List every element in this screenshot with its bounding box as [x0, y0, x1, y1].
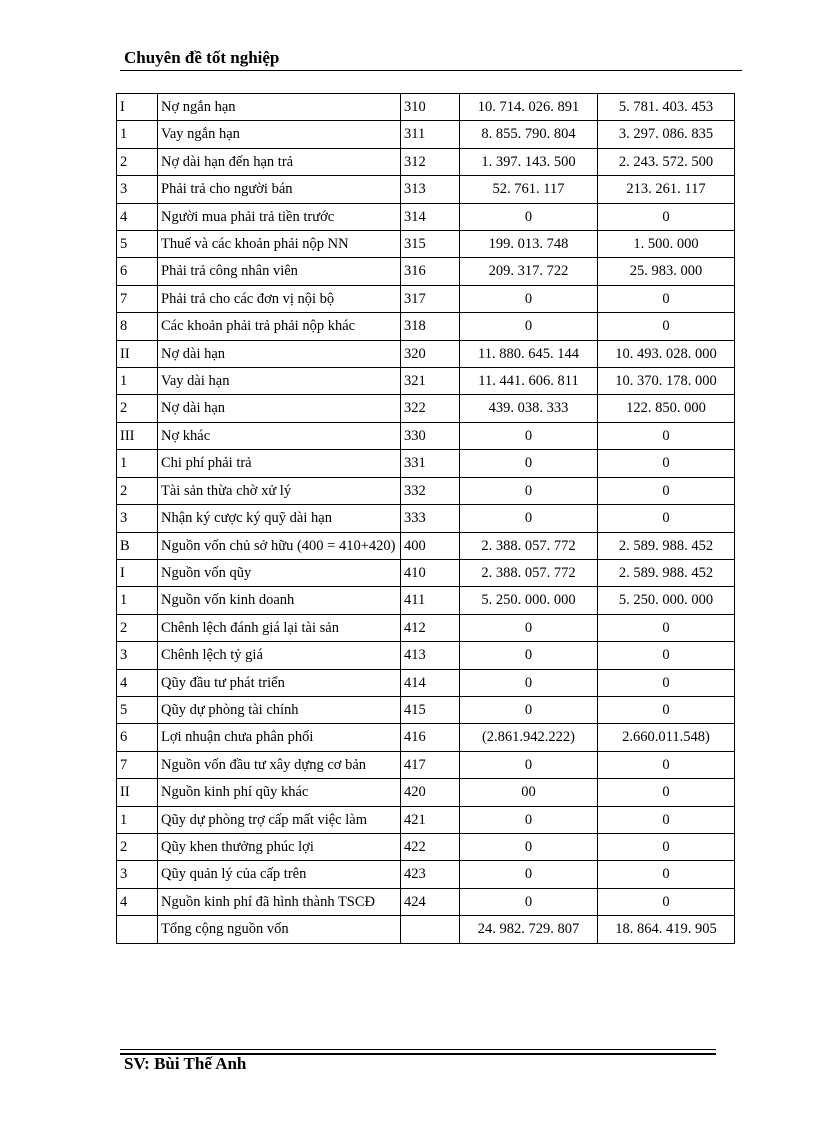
table-row [117, 368, 735, 395]
table-row [117, 587, 735, 614]
table-row [117, 450, 735, 477]
row-label-cell: Nguồn vốn qũy [158, 559, 401, 586]
row-label-cell: Người mua phải trả tiền trước [158, 203, 401, 230]
row-index-cell: 1 [117, 121, 158, 148]
row-value-start-cell: 0 [598, 696, 735, 723]
row-value-end-cell: 0 [460, 833, 598, 860]
row-index-cell: 3 [117, 505, 158, 532]
row-code-cell: 424 [401, 888, 460, 915]
row-code-cell: 331 [401, 450, 460, 477]
footer-rule [120, 1049, 716, 1050]
row-value-end-cell: 0 [460, 696, 598, 723]
row-label-cell: Qũy đầu tư phát triển [158, 669, 401, 696]
row-value-end-cell: (2.861.942.222) [460, 724, 598, 751]
row-code-cell: 318 [401, 313, 460, 340]
row-index-cell: 7 [117, 751, 158, 778]
row-index-cell: 3 [117, 861, 158, 888]
table-row [117, 148, 735, 175]
row-code-cell: 411 [401, 587, 460, 614]
row-index-cell: B [117, 532, 158, 559]
row-label-cell: Phải trả cho các đơn vị nội bộ [158, 285, 401, 312]
row-value-start-cell: 18. 864. 419. 905 [598, 916, 735, 943]
row-value-end-cell: 8. 855. 790. 804 [460, 121, 598, 148]
row-code-cell: 412 [401, 614, 460, 641]
row-label-cell: Nợ ngắn hạn [158, 94, 401, 121]
row-code-cell: 415 [401, 696, 460, 723]
footer-author: SV: Bùi Thế Anh [124, 1054, 247, 1073]
row-index-cell: 6 [117, 258, 158, 285]
row-value-start-cell: 10. 370. 178. 000 [598, 368, 735, 395]
row-value-end-cell: 52. 761. 117 [460, 176, 598, 203]
row-label-cell: Các khoản phải trả phải nộp khác [158, 313, 401, 340]
row-index-cell [117, 916, 158, 943]
table-row [117, 806, 735, 833]
row-value-end-cell: 0 [460, 422, 598, 449]
row-value-start-cell: 0 [598, 779, 735, 806]
row-code-cell: 421 [401, 806, 460, 833]
row-label-cell: Nguồn vốn đầu tư xây dựng cơ bản [158, 751, 401, 778]
row-value-start-cell: 2. 589. 988. 452 [598, 532, 735, 559]
header-rule [120, 70, 742, 71]
row-label-cell: Chi phí phải trả [158, 450, 401, 477]
row-value-end-cell: 24. 982. 729. 807 [460, 916, 598, 943]
row-value-end-cell: 0 [460, 477, 598, 504]
row-value-start-cell: 0 [598, 203, 735, 230]
row-code-cell: 314 [401, 203, 460, 230]
table-row [117, 559, 735, 586]
row-value-start-cell: 0 [598, 505, 735, 532]
row-code-cell: 330 [401, 422, 460, 449]
table-row [117, 833, 735, 860]
row-label-cell: Qũy khen thưởng phúc lợi [158, 833, 401, 860]
row-value-end-cell: 2. 388. 057. 772 [460, 532, 598, 559]
page-header-title: Chuyên đề tốt nghiệp [124, 48, 280, 67]
table-row [117, 422, 735, 449]
row-index-cell: III [117, 422, 158, 449]
row-code-cell: 320 [401, 340, 460, 367]
row-label-cell: Tài sản thừa chờ xử lý [158, 477, 401, 504]
row-value-start-cell: 0 [598, 642, 735, 669]
row-label-cell: Chênh lệch đánh giá lại tài sản [158, 614, 401, 641]
row-value-end-cell: 0 [460, 450, 598, 477]
row-value-start-cell: 0 [598, 450, 735, 477]
row-code-cell: 317 [401, 285, 460, 312]
row-index-cell: II [117, 340, 158, 367]
row-index-cell: I [117, 94, 158, 121]
table-row [117, 176, 735, 203]
row-code-cell: 311 [401, 121, 460, 148]
table-row [117, 505, 735, 532]
table-row [117, 121, 735, 148]
row-label-cell: Phải trả cho người bán [158, 176, 401, 203]
row-code-cell [401, 916, 460, 943]
row-code-cell: 410 [401, 559, 460, 586]
row-index-cell: 1 [117, 368, 158, 395]
row-value-start-cell: 0 [598, 422, 735, 449]
row-code-cell: 333 [401, 505, 460, 532]
row-value-start-cell: 122. 850. 000 [598, 395, 735, 422]
table-row [117, 313, 735, 340]
row-label-cell: Nguồn vốn kinh doanh [158, 587, 401, 614]
row-index-cell: 4 [117, 203, 158, 230]
table-row [117, 285, 735, 312]
row-label-cell: Phải trả công nhân viên [158, 258, 401, 285]
row-value-end-cell: 0 [460, 642, 598, 669]
row-label-cell: Thuế và các khoản phải nộp NN [158, 231, 401, 258]
table-row [117, 614, 735, 641]
row-code-cell: 313 [401, 176, 460, 203]
row-value-end-cell: 10. 714. 026. 891 [460, 94, 598, 121]
row-value-start-cell: 10. 493. 028. 000 [598, 340, 735, 367]
balance-sheet-table [116, 93, 735, 944]
row-code-cell: 312 [401, 148, 460, 175]
row-index-cell: II [117, 779, 158, 806]
table-row [117, 258, 735, 285]
row-index-cell: 3 [117, 642, 158, 669]
row-label-cell: Qũy quản lý của cấp trên [158, 861, 401, 888]
row-code-cell: 332 [401, 477, 460, 504]
row-label-cell: Nguồn vốn chủ sở hữu (400 = 410+420) [158, 532, 401, 559]
row-value-start-cell: 0 [598, 614, 735, 641]
row-label-cell: Qũy dự phòng trợ cấp mất việc làm [158, 806, 401, 833]
row-index-cell: 1 [117, 587, 158, 614]
row-value-start-cell: 0 [598, 313, 735, 340]
row-value-start-cell: 0 [598, 861, 735, 888]
row-code-cell: 420 [401, 779, 460, 806]
row-value-start-cell: 0 [598, 806, 735, 833]
table-row [117, 861, 735, 888]
row-value-end-cell: 11. 441. 606. 811 [460, 368, 598, 395]
row-code-cell: 422 [401, 833, 460, 860]
row-value-end-cell: 439. 038. 333 [460, 395, 598, 422]
row-index-cell: 3 [117, 176, 158, 203]
row-value-start-cell: 213. 261. 117 [598, 176, 735, 203]
table-row [117, 888, 735, 915]
row-label-cell: Nguồn kinh phí qũy khác [158, 779, 401, 806]
row-value-end-cell: 00 [460, 779, 598, 806]
row-value-start-cell: 0 [598, 669, 735, 696]
row-index-cell: 2 [117, 833, 158, 860]
row-value-start-cell: 25. 983. 000 [598, 258, 735, 285]
row-code-cell: 310 [401, 94, 460, 121]
row-index-cell: I [117, 559, 158, 586]
table-row [117, 477, 735, 504]
row-index-cell: 2 [117, 395, 158, 422]
row-label-cell: Vay dài hạn [158, 368, 401, 395]
table-row [117, 669, 735, 696]
row-value-start-cell: 0 [598, 751, 735, 778]
row-value-end-cell: 1. 397. 143. 500 [460, 148, 598, 175]
row-code-cell: 315 [401, 231, 460, 258]
row-code-cell: 423 [401, 861, 460, 888]
row-label-cell: Nợ dài hạn [158, 340, 401, 367]
table-row [117, 532, 735, 559]
row-label-cell: Nhận ký cược ký quỹ dài hạn [158, 505, 401, 532]
row-code-cell: 322 [401, 395, 460, 422]
row-index-cell: 4 [117, 888, 158, 915]
row-label-cell: Chênh lệch tỷ giá [158, 642, 401, 669]
table-row [117, 916, 735, 943]
row-index-cell: 2 [117, 148, 158, 175]
row-code-cell: 413 [401, 642, 460, 669]
row-value-end-cell: 11. 880. 645. 144 [460, 340, 598, 367]
row-value-start-cell: 0 [598, 477, 735, 504]
table-row [117, 94, 735, 121]
row-label-cell: Nguồn kinh phí đã hình thành TSCĐ [158, 888, 401, 915]
row-value-end-cell: 0 [460, 861, 598, 888]
row-index-cell: 4 [117, 669, 158, 696]
row-value-start-cell: 5. 250. 000. 000 [598, 587, 735, 614]
row-label-cell: Qũy dự phòng tài chính [158, 696, 401, 723]
row-label-cell: Lợi nhuận chưa phân phối [158, 724, 401, 751]
row-code-cell: 414 [401, 669, 460, 696]
table-row [117, 779, 735, 806]
row-value-start-cell: 2. 589. 988. 452 [598, 559, 735, 586]
row-value-start-cell: 0 [598, 285, 735, 312]
row-value-start-cell: 0 [598, 833, 735, 860]
table-row [117, 231, 735, 258]
row-value-start-cell: 0 [598, 888, 735, 915]
row-value-end-cell: 2. 388. 057. 772 [460, 559, 598, 586]
row-value-end-cell: 0 [460, 203, 598, 230]
row-index-cell: 1 [117, 450, 158, 477]
row-value-end-cell: 0 [460, 669, 598, 696]
row-value-start-cell: 1. 500. 000 [598, 231, 735, 258]
table-row [117, 395, 735, 422]
row-label-cell: Nợ dài hạn đến hạn trả [158, 148, 401, 175]
row-label-cell: Nợ khác [158, 422, 401, 449]
row-code-cell: 400 [401, 532, 460, 559]
row-value-end-cell: 199. 013. 748 [460, 231, 598, 258]
table-row [117, 340, 735, 367]
row-value-end-cell: 0 [460, 806, 598, 833]
table-row [117, 696, 735, 723]
row-label-cell: Nợ dài hạn [158, 395, 401, 422]
row-index-cell: 6 [117, 724, 158, 751]
row-value-end-cell: 0 [460, 285, 598, 312]
row-code-cell: 316 [401, 258, 460, 285]
row-code-cell: 321 [401, 368, 460, 395]
table-row [117, 751, 735, 778]
row-index-cell: 8 [117, 313, 158, 340]
row-value-start-cell: 3. 297. 086. 835 [598, 121, 735, 148]
row-index-cell: 2 [117, 477, 158, 504]
table-row [117, 203, 735, 230]
row-index-cell: 1 [117, 806, 158, 833]
row-value-end-cell: 209. 317. 722 [460, 258, 598, 285]
row-label-cell: Vay ngắn hạn [158, 121, 401, 148]
row-value-end-cell: 0 [460, 313, 598, 340]
row-value-end-cell: 5. 250. 000. 000 [460, 587, 598, 614]
row-code-cell: 416 [401, 724, 460, 751]
row-value-end-cell: 0 [460, 751, 598, 778]
row-value-start-cell: 2. 243. 572. 500 [598, 148, 735, 175]
row-value-start-cell: 2.660.011.548) [598, 724, 735, 751]
row-code-cell: 417 [401, 751, 460, 778]
row-value-end-cell: 0 [460, 505, 598, 532]
table-row [117, 642, 735, 669]
row-value-start-cell: 5. 781. 403. 453 [598, 94, 735, 121]
table-row [117, 724, 735, 751]
row-index-cell: 5 [117, 696, 158, 723]
row-value-end-cell: 0 [460, 888, 598, 915]
row-value-end-cell: 0 [460, 614, 598, 641]
row-label-cell: Tổng cộng nguồn vốn [158, 916, 401, 943]
row-index-cell: 5 [117, 231, 158, 258]
row-index-cell: 7 [117, 285, 158, 312]
row-index-cell: 2 [117, 614, 158, 641]
